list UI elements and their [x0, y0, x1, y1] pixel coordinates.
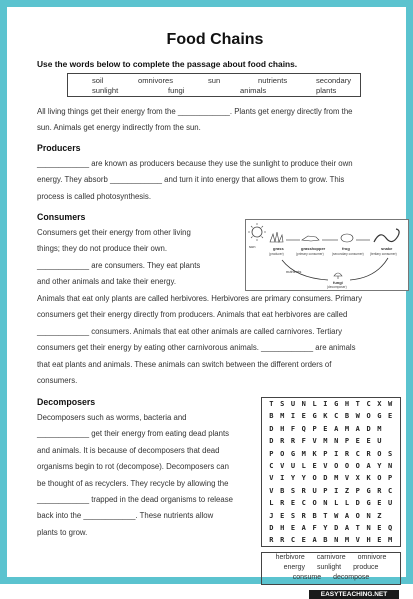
- word-search-letter: N: [334, 536, 339, 545]
- word-search-list: [261, 552, 401, 585]
- word-search-grid-row: [262, 510, 400, 522]
- word-search-letter: E: [355, 437, 360, 446]
- word-search-letter: G: [334, 400, 339, 408]
- word-search-letter: D: [366, 424, 371, 433]
- word-search-letter: H: [280, 523, 285, 532]
- word-search-word: sunlight: [316, 564, 342, 571]
- word-search-letter: C: [388, 486, 393, 495]
- word-search-letter: R: [377, 486, 382, 495]
- svg-text:grass: grass: [273, 246, 284, 251]
- word-search-letter: G: [366, 499, 371, 508]
- word-search-word: consume: [292, 574, 322, 581]
- consumers-line: and other animals and take their energy.: [37, 277, 176, 287]
- word-search-row: [262, 553, 400, 563]
- word-search-letter: D: [269, 523, 274, 532]
- consumers-paragraph-narrow: [37, 225, 200, 291]
- word-search-letter: L: [344, 499, 350, 508]
- word-search-letter: F: [290, 424, 296, 433]
- word-search-letter: M: [280, 412, 285, 421]
- producers-line: process is called photosynthesis.: [37, 191, 151, 201]
- sun-label: sun: [249, 244, 256, 249]
- word-search-letter: E: [366, 437, 371, 446]
- consumers-line: consumers get their energy by eating other carnivorous animals. ____________ are animals: [37, 343, 356, 353]
- word-search-letter: S: [388, 449, 393, 458]
- word-search-letter: V: [280, 461, 285, 470]
- word-search-letter: V: [323, 461, 328, 470]
- word-search-letter: B: [323, 536, 328, 545]
- word-search-letter: O: [312, 474, 317, 483]
- word-search-letter: H: [344, 400, 350, 408]
- word-search-letter: E: [323, 424, 328, 433]
- consumers-paragraph-wide: [37, 291, 362, 389]
- word-bank-item: soil: [92, 76, 104, 85]
- word-search-letter: M: [301, 449, 306, 458]
- word-search-letter: L: [312, 400, 317, 408]
- word-search-letter: P: [323, 486, 328, 495]
- word-search-letter: F: [301, 437, 306, 446]
- word-search-letter: E: [280, 511, 285, 520]
- word-search-row: [262, 573, 400, 583]
- svg-text:(secondary consumer): (secondary consumer): [332, 252, 364, 256]
- word-search-letter: M: [344, 536, 350, 545]
- svg-text:(primary consumer): (primary consumer): [296, 252, 324, 256]
- word-search-letter: R: [301, 486, 306, 495]
- word-search-letter: N: [388, 461, 393, 470]
- word-bank-item: fungi: [168, 86, 185, 95]
- word-search-letter: D: [269, 424, 274, 433]
- frog-icon: [341, 234, 353, 242]
- word-search-letter: Y: [323, 523, 328, 532]
- svg-text:(tertiary consumer): (tertiary consumer): [370, 252, 397, 256]
- sun-icon: [252, 227, 262, 237]
- word-search-letter: U: [290, 461, 296, 470]
- word-search-letter: H: [366, 536, 371, 545]
- word-search-letter: A: [344, 523, 350, 532]
- word-search-letter: N: [323, 499, 328, 508]
- word-search-letter: L: [269, 499, 274, 508]
- word-search-letter: Y: [290, 474, 296, 483]
- word-search-letter: M: [323, 437, 328, 446]
- word-search-letter: T: [355, 400, 360, 408]
- word-search-letter: R: [280, 536, 285, 545]
- consumers-line: consumers.: [37, 376, 78, 386]
- word-bank: [67, 73, 361, 97]
- word-search-letter: E: [388, 412, 393, 421]
- intro-line: sun. Animals get energy indirectly from the sun.: [37, 123, 201, 133]
- grasshopper-icon: [302, 236, 319, 241]
- word-search-letter: D: [334, 523, 339, 532]
- grass-icon: [270, 232, 283, 242]
- word-search-letter: S: [280, 400, 285, 408]
- word-search-letter: D: [323, 474, 328, 483]
- word-search-grid-row: [262, 522, 400, 534]
- word-search-letter: U: [388, 499, 393, 508]
- word-search-letter: K: [312, 449, 317, 458]
- food-chain-diagram: [245, 219, 409, 291]
- word-search-letter: F: [312, 523, 317, 532]
- svg-text:snake: snake: [381, 246, 393, 251]
- page-title: Food Chains: [166, 31, 264, 48]
- word-search-letter: A: [366, 461, 371, 470]
- word-search-letter: U: [312, 486, 317, 495]
- word-search-letter: B: [312, 511, 317, 520]
- producers-line: energy. They absorb ____________ and turn it into energy that allows them to grow. This: [37, 175, 345, 185]
- word-search-letter: I: [280, 474, 285, 483]
- word-search-word: herbivore: [275, 554, 305, 561]
- word-search-letter: B: [269, 412, 274, 421]
- word-search-letter: C: [334, 412, 339, 421]
- word-search-letter: O: [355, 461, 360, 470]
- word-search-letter: M: [344, 424, 350, 433]
- svg-text:(producer): (producer): [269, 252, 284, 256]
- word-search-letter: P: [312, 424, 317, 433]
- word-search-letter: D: [269, 437, 274, 446]
- word-search-letter: A: [301, 523, 306, 532]
- word-search-letter: C: [355, 449, 360, 458]
- word-search-word: decompose: [333, 574, 370, 581]
- decomposers-line: organisms begin to rot (decompose). Decomposers can: [37, 462, 229, 472]
- word-search-letter: M: [388, 536, 393, 545]
- svg-text:fungi: fungi: [333, 280, 343, 285]
- word-search-letter: V: [355, 536, 360, 545]
- word-search-letter: E: [290, 499, 296, 508]
- word-search-letter: V: [312, 437, 317, 446]
- word-search-letter: P: [388, 474, 393, 483]
- word-search-letter: P: [323, 449, 328, 458]
- word-search-word: carnivore: [316, 554, 346, 561]
- intro-line: All living things get their energy from the ____________. Plants get energy directly from the: [37, 107, 353, 116]
- word-search-letter: Z: [377, 511, 382, 520]
- svg-text:grasshopper: grasshopper: [301, 246, 326, 251]
- word-search-letter: I: [334, 486, 339, 495]
- word-search-letter: T: [323, 511, 328, 520]
- word-search-letter: M: [334, 474, 339, 483]
- word-search-letter: T: [355, 523, 360, 532]
- word-search-letter: K: [323, 412, 328, 421]
- snake-icon: [374, 229, 399, 242]
- word-search-grid-row: [262, 485, 400, 497]
- footer-logo: EASYTEACHING.NET: [309, 590, 399, 599]
- word-search-letter: W: [334, 511, 339, 520]
- word-bank-item: secondary: [316, 76, 352, 85]
- word-search-letter: N: [301, 400, 306, 408]
- food-chain-svg: [246, 220, 408, 290]
- word-search-letter: K: [366, 474, 371, 483]
- word-search-letter: C: [301, 499, 306, 508]
- decomposers-line: plants to grow.: [37, 527, 88, 537]
- decomposers-line: back into the ____________. These nutrients allow: [37, 511, 214, 521]
- producers-heading: Producers: [37, 143, 81, 153]
- word-search-letter: J: [269, 511, 274, 520]
- decomposers-line: Decomposers such as worms, bacteria and: [37, 413, 187, 422]
- word-search-letter: V: [269, 486, 274, 495]
- word-search-letter: G: [366, 486, 371, 495]
- word-search-word: energy: [283, 564, 305, 571]
- word-search-word: omnivore: [357, 554, 387, 561]
- decomposers-line: and animals. It is because of decomposers that dead: [37, 445, 220, 455]
- word-search-letter: U: [290, 400, 296, 408]
- word-search-grid-row: [262, 410, 400, 422]
- word-search-letter: O: [280, 449, 285, 458]
- word-search-letter: R: [366, 449, 371, 458]
- svg-text:(decomposer): (decomposer): [327, 285, 347, 289]
- word-search-letter: E: [377, 536, 382, 545]
- word-search-letter: E: [301, 412, 306, 421]
- word-search-letter: S: [290, 486, 296, 495]
- word-search-letter: S: [290, 511, 296, 520]
- word-search-letter: A: [355, 424, 360, 433]
- svg-text:frog: frog: [342, 246, 350, 251]
- word-search-letter: E: [301, 536, 306, 545]
- word-search-letter: N: [366, 523, 371, 532]
- word-bank-item: animals: [240, 86, 267, 95]
- word-search-grid-row: [262, 460, 400, 472]
- decomposers-heading: Decomposers: [37, 397, 96, 407]
- producers-paragraph: [37, 156, 353, 205]
- word-search-letter: C: [290, 536, 296, 545]
- decomposers-line: ____________ get their energy from eating dead plants: [37, 429, 230, 439]
- word-search-letter: V: [269, 474, 274, 483]
- word-search-letter: C: [366, 400, 371, 408]
- word-search-letter: X: [377, 400, 382, 408]
- word-search-letter: R: [344, 449, 350, 458]
- word-search-letter: Y: [377, 461, 382, 470]
- word-search-letter: C: [269, 461, 274, 470]
- fungi-icon: [334, 273, 342, 276]
- word-search-letter: H: [280, 424, 285, 433]
- consumers-line: ____________ consumers. Animals that eat other animals are called carnivores. Tertiary: [37, 326, 342, 336]
- word-search-letter: O: [334, 461, 339, 470]
- word-search-letter: G: [312, 412, 317, 421]
- word-search-word: produce: [353, 564, 379, 571]
- decomposers-line: ____________ trapped in the dead organisms to release: [37, 495, 233, 505]
- word-search-row: [262, 563, 400, 573]
- word-bank-item: nutrients: [258, 76, 288, 85]
- decomposers-line: be thought of as recyclers. They recycle by allowing the: [37, 478, 229, 488]
- word-search-letter: Q: [388, 523, 393, 532]
- word-search-grid-row: [262, 435, 400, 447]
- consumers-heading: Consumers: [37, 212, 86, 222]
- word-search-letter: W: [388, 400, 393, 408]
- word-search-letter: E: [290, 523, 296, 532]
- word-bank-item: sunlight: [92, 86, 119, 95]
- word-search-letter: P: [269, 449, 274, 458]
- consumers-line: Consumers get their energy from other living: [37, 228, 191, 237]
- word-search-letter: P: [355, 486, 360, 495]
- word-search-letter: O: [355, 511, 360, 520]
- word-bank-item: omnivores: [138, 76, 174, 85]
- word-search-grid-row: [262, 497, 400, 509]
- word-search-letter: U: [377, 437, 382, 446]
- word-search-letter: O: [366, 412, 371, 421]
- word-search-letter: N: [366, 511, 371, 520]
- word-search-letter: L: [301, 461, 306, 470]
- word-search-letter: O: [344, 461, 350, 470]
- consumers-line: ____________ are consumers. They eat plants: [37, 260, 201, 270]
- word-bank-item: plants: [316, 86, 337, 95]
- word-search-letter: R: [280, 499, 285, 508]
- word-search-letter: E: [377, 499, 382, 508]
- word-bank-item: sun: [208, 76, 221, 85]
- sun-rays-icon: [248, 223, 266, 241]
- word-search-letter: G: [377, 412, 382, 421]
- word-search-letter: G: [290, 449, 296, 458]
- word-search-letter: I: [323, 400, 328, 408]
- word-search-letter: O: [377, 449, 382, 458]
- producers-line: ____________ are known as producers because they use the sunlight to produce their own: [37, 159, 353, 168]
- word-search-letter: D: [355, 499, 360, 508]
- decomposers-paragraph: [37, 410, 233, 541]
- word-search-letter: T: [269, 400, 274, 408]
- word-search-letter: E: [377, 523, 382, 532]
- word-search-letter: O: [377, 474, 382, 483]
- word-search-letter: E: [312, 461, 317, 470]
- consumers-line: things; they do not produce their own.: [37, 244, 168, 254]
- consumers-line: consumers get their energy directly from producers. Animals that eat herbivores are called: [37, 310, 348, 320]
- consumers-line: Animals that eat only plants are called herbivores. Herbivores are primary consumers. Primary: [37, 294, 362, 303]
- svg-text:nutrients: nutrients: [286, 269, 302, 274]
- word-search-letter: X: [355, 474, 360, 483]
- word-search-letter: A: [344, 511, 350, 520]
- word-search-grid-row: [262, 448, 400, 460]
- word-search-letter: Q: [301, 424, 306, 433]
- word-search-letter: B: [280, 486, 285, 495]
- word-search-letter: A: [334, 424, 339, 433]
- word-search-letter: O: [312, 499, 317, 508]
- word-search-letter: V: [344, 474, 350, 483]
- word-search-letter: R: [269, 536, 274, 545]
- word-search-letter: Z: [344, 486, 350, 495]
- word-search-letter: P: [344, 437, 350, 446]
- intro-paragraph: [37, 104, 353, 137]
- consumers-line: that eat plants and animals. These animals can switch between the different orders of: [37, 359, 332, 369]
- word-search-grid-row: [262, 423, 400, 435]
- word-search-letter: R: [290, 437, 296, 446]
- word-search-letter: R: [301, 511, 306, 520]
- word-search-grid-row: [262, 534, 400, 546]
- word-search-letter: N: [334, 437, 339, 446]
- word-search-grid-row: [262, 398, 400, 410]
- word-search-letter: R: [280, 437, 285, 446]
- word-search-letter: L: [334, 499, 339, 508]
- word-search-grid: [261, 397, 401, 547]
- arrow-to-fungi: [350, 258, 388, 280]
- word-search-letter: B: [344, 412, 350, 421]
- word-search-letter: M: [377, 424, 382, 433]
- word-search-letter: W: [355, 412, 360, 421]
- word-search-letter: I: [290, 412, 296, 421]
- instruction-text: Use the words below to complete the passage about food chains.: [37, 59, 298, 69]
- word-search-letter: Y: [301, 474, 306, 483]
- word-search-letter: A: [312, 536, 317, 545]
- word-search-letter: I: [334, 449, 339, 458]
- word-search-grid-row: [262, 472, 400, 484]
